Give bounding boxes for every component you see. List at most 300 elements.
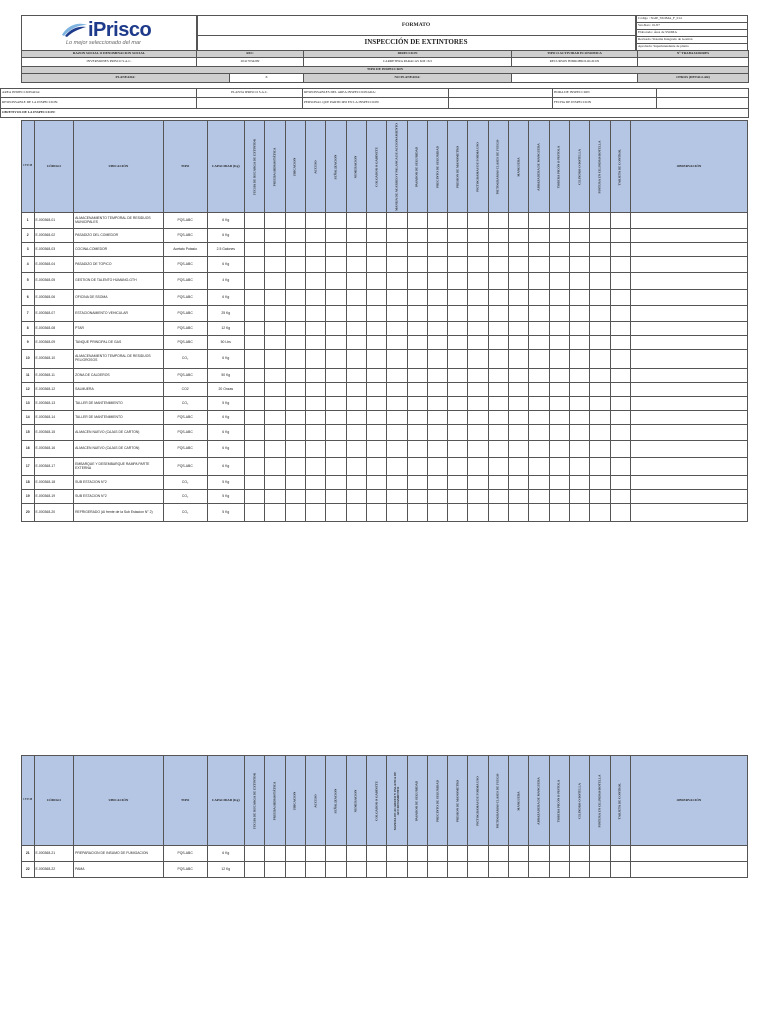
check-cell[interactable] <box>366 383 386 397</box>
check-cell[interactable] <box>366 257 386 273</box>
check-cell[interactable] <box>346 411 366 425</box>
check-cell[interactable] <box>346 306 366 322</box>
check-cell[interactable] <box>509 383 529 397</box>
check-cell[interactable] <box>326 490 346 504</box>
check-cell[interactable] <box>346 846 366 862</box>
check-cell[interactable] <box>549 490 569 504</box>
check-cell[interactable] <box>549 336 569 350</box>
check-cell[interactable] <box>448 490 468 504</box>
check-cell[interactable] <box>265 290 285 306</box>
check-cell[interactable] <box>468 476 488 490</box>
check-cell[interactable] <box>549 425 569 441</box>
row-observacion[interactable] <box>630 411 747 425</box>
check-cell[interactable] <box>488 504 508 522</box>
check-cell[interactable] <box>590 411 610 425</box>
check-cell[interactable] <box>590 441 610 458</box>
check-cell[interactable] <box>285 397 305 411</box>
check-cell[interactable] <box>265 322 285 336</box>
check-cell[interactable] <box>590 458 610 476</box>
check-cell[interactable] <box>488 257 508 273</box>
check-cell[interactable] <box>488 290 508 306</box>
check-cell[interactable] <box>488 441 508 458</box>
check-cell[interactable] <box>326 229 346 243</box>
check-cell[interactable] <box>407 229 427 243</box>
check-cell[interactable] <box>366 273 386 290</box>
check-cell[interactable] <box>427 504 447 522</box>
check-cell[interactable] <box>326 441 346 458</box>
check-cell[interactable] <box>448 425 468 441</box>
check-cell[interactable] <box>346 862 366 878</box>
check-cell[interactable] <box>468 273 488 290</box>
check-cell[interactable] <box>427 290 447 306</box>
check-cell[interactable] <box>305 458 325 476</box>
check-cell[interactable] <box>570 257 590 273</box>
check-cell[interactable] <box>326 846 346 862</box>
check-cell[interactable] <box>590 862 610 878</box>
check-cell[interactable] <box>590 504 610 522</box>
check-cell[interactable] <box>285 290 305 306</box>
check-cell[interactable] <box>529 458 549 476</box>
check-cell[interactable] <box>468 322 488 336</box>
check-cell[interactable] <box>590 336 610 350</box>
check-cell[interactable] <box>407 425 427 441</box>
check-cell[interactable] <box>285 322 305 336</box>
check-cell[interactable] <box>529 336 549 350</box>
check-cell[interactable] <box>427 458 447 476</box>
check-cell[interactable] <box>610 441 630 458</box>
check-cell[interactable] <box>387 322 407 336</box>
check-cell[interactable] <box>529 476 549 490</box>
check-cell[interactable] <box>326 336 346 350</box>
check-cell[interactable] <box>448 411 468 425</box>
check-cell[interactable] <box>488 369 508 383</box>
check-cell[interactable] <box>387 846 407 862</box>
check-cell[interactable] <box>366 369 386 383</box>
check-cell[interactable] <box>245 441 265 458</box>
check-cell[interactable] <box>245 229 265 243</box>
check-cell[interactable] <box>265 476 285 490</box>
check-cell[interactable] <box>366 425 386 441</box>
check-cell[interactable] <box>407 213 427 229</box>
check-cell[interactable] <box>590 425 610 441</box>
check-cell[interactable] <box>285 862 305 878</box>
check-cell[interactable] <box>570 862 590 878</box>
check-cell[interactable] <box>265 441 285 458</box>
check-cell[interactable] <box>610 476 630 490</box>
check-cell[interactable] <box>468 243 488 257</box>
check-cell[interactable] <box>488 411 508 425</box>
check-cell[interactable] <box>610 273 630 290</box>
check-cell[interactable] <box>407 243 427 257</box>
check-cell[interactable] <box>387 306 407 322</box>
check-cell[interactable] <box>549 441 569 458</box>
check-cell[interactable] <box>549 290 569 306</box>
check-cell[interactable] <box>245 257 265 273</box>
check-cell[interactable] <box>387 369 407 383</box>
value-area[interactable]: PLANTA IPRISCO S.A.C. <box>197 89 303 98</box>
check-cell[interactable] <box>326 273 346 290</box>
check-cell[interactable] <box>427 476 447 490</box>
value-actividad[interactable]: RECURSOS HIDROBIOLOGICOS <box>512 58 638 67</box>
check-cell[interactable] <box>366 411 386 425</box>
check-cell[interactable] <box>285 213 305 229</box>
check-cell[interactable] <box>570 213 590 229</box>
row-observacion[interactable] <box>630 306 747 322</box>
check-cell[interactable] <box>326 369 346 383</box>
check-cell[interactable] <box>366 213 386 229</box>
check-cell[interactable] <box>245 862 265 878</box>
check-cell[interactable] <box>610 213 630 229</box>
check-cell[interactable] <box>590 243 610 257</box>
row-observacion[interactable] <box>630 336 747 350</box>
check-cell[interactable] <box>468 229 488 243</box>
check-cell[interactable] <box>245 397 265 411</box>
check-cell[interactable] <box>366 336 386 350</box>
check-cell[interactable] <box>427 229 447 243</box>
check-cell[interactable] <box>366 846 386 862</box>
check-cell[interactable] <box>245 369 265 383</box>
check-cell[interactable] <box>346 504 366 522</box>
check-cell[interactable] <box>346 383 366 397</box>
check-cell[interactable] <box>590 290 610 306</box>
check-cell[interactable] <box>509 490 529 504</box>
check-cell[interactable] <box>448 476 468 490</box>
check-cell[interactable] <box>610 504 630 522</box>
check-cell[interactable] <box>427 336 447 350</box>
check-cell[interactable] <box>610 411 630 425</box>
check-cell[interactable] <box>488 476 508 490</box>
check-cell[interactable] <box>570 458 590 476</box>
check-cell[interactable] <box>570 273 590 290</box>
check-cell[interactable] <box>509 862 529 878</box>
check-cell[interactable] <box>265 862 285 878</box>
check-cell[interactable] <box>366 441 386 458</box>
check-cell[interactable] <box>265 425 285 441</box>
check-cell[interactable] <box>366 290 386 306</box>
check-cell[interactable] <box>488 490 508 504</box>
check-cell[interactable] <box>590 846 610 862</box>
check-cell[interactable] <box>285 383 305 397</box>
check-cell[interactable] <box>468 458 488 476</box>
check-cell[interactable] <box>407 458 427 476</box>
check-cell[interactable] <box>407 369 427 383</box>
check-cell[interactable] <box>427 846 447 862</box>
check-cell[interactable] <box>387 213 407 229</box>
check-cell[interactable] <box>387 441 407 458</box>
check-cell[interactable] <box>509 425 529 441</box>
check-cell[interactable] <box>509 350 529 369</box>
check-cell[interactable] <box>590 306 610 322</box>
row-observacion[interactable] <box>630 229 747 243</box>
check-cell[interactable] <box>549 383 569 397</box>
check-cell[interactable] <box>305 273 325 290</box>
check-cell[interactable] <box>265 243 285 257</box>
check-cell[interactable] <box>407 336 427 350</box>
check-cell[interactable] <box>570 322 590 336</box>
check-cell[interactable] <box>529 369 549 383</box>
check-cell[interactable] <box>488 846 508 862</box>
check-cell[interactable] <box>610 862 630 878</box>
check-cell[interactable] <box>610 257 630 273</box>
row-observacion[interactable] <box>630 862 747 878</box>
check-cell[interactable] <box>387 257 407 273</box>
check-cell[interactable] <box>407 441 427 458</box>
check-cell[interactable] <box>326 862 346 878</box>
check-cell[interactable] <box>549 504 569 522</box>
value-fecha[interactable] <box>657 98 749 109</box>
check-cell[interactable] <box>366 306 386 322</box>
check-cell[interactable] <box>326 504 346 522</box>
check-cell[interactable] <box>346 213 366 229</box>
check-cell[interactable] <box>285 458 305 476</box>
check-cell[interactable] <box>387 411 407 425</box>
check-cell[interactable] <box>509 504 529 522</box>
check-cell[interactable] <box>468 397 488 411</box>
check-cell[interactable] <box>509 213 529 229</box>
row-observacion[interactable] <box>630 383 747 397</box>
check-cell[interactable] <box>326 350 346 369</box>
row-observacion[interactable] <box>630 350 747 369</box>
check-cell[interactable] <box>448 243 468 257</box>
check-cell[interactable] <box>305 257 325 273</box>
check-cell[interactable] <box>285 504 305 522</box>
check-cell[interactable] <box>509 458 529 476</box>
check-cell[interactable] <box>245 336 265 350</box>
check-cell[interactable] <box>285 425 305 441</box>
check-cell[interactable] <box>305 243 325 257</box>
check-cell[interactable] <box>245 306 265 322</box>
check-cell[interactable] <box>468 350 488 369</box>
check-cell[interactable] <box>265 397 285 411</box>
check-cell[interactable] <box>366 458 386 476</box>
check-cell[interactable] <box>305 862 325 878</box>
check-cell[interactable] <box>346 243 366 257</box>
check-cell[interactable] <box>346 257 366 273</box>
check-cell[interactable] <box>346 458 366 476</box>
row-observacion[interactable] <box>630 846 747 862</box>
check-cell[interactable] <box>366 229 386 243</box>
check-cell[interactable] <box>509 369 529 383</box>
check-cell[interactable] <box>590 273 610 290</box>
check-cell[interactable] <box>549 862 569 878</box>
check-cell[interactable] <box>245 425 265 441</box>
check-cell[interactable] <box>549 213 569 229</box>
check-cell[interactable] <box>427 213 447 229</box>
check-cell[interactable] <box>610 846 630 862</box>
check-cell[interactable] <box>305 213 325 229</box>
check-cell[interactable] <box>488 213 508 229</box>
check-cell[interactable] <box>590 476 610 490</box>
check-cell[interactable] <box>285 229 305 243</box>
check-cell[interactable] <box>468 336 488 350</box>
check-cell[interactable] <box>509 257 529 273</box>
check-cell[interactable] <box>549 397 569 411</box>
check-cell[interactable] <box>265 257 285 273</box>
check-cell[interactable] <box>387 458 407 476</box>
row-observacion[interactable] <box>630 213 747 229</box>
check-cell[interactable] <box>529 397 549 411</box>
check-no-planeada[interactable] <box>512 74 638 83</box>
check-cell[interactable] <box>305 369 325 383</box>
check-cell[interactable] <box>285 369 305 383</box>
row-observacion[interactable] <box>630 243 747 257</box>
check-cell[interactable] <box>366 322 386 336</box>
check-cell[interactable] <box>305 306 325 322</box>
check-cell[interactable] <box>529 229 549 243</box>
value-ruc[interactable]: 20417034299 <box>197 58 304 67</box>
check-cell[interactable] <box>366 397 386 411</box>
check-cell[interactable] <box>549 846 569 862</box>
check-cell[interactable] <box>387 350 407 369</box>
check-cell[interactable] <box>529 383 549 397</box>
check-cell[interactable] <box>529 350 549 369</box>
value-razon[interactable]: INVERSIONES PRISCO S.A.C. <box>22 58 197 67</box>
check-cell[interactable] <box>448 504 468 522</box>
check-cell[interactable] <box>570 846 590 862</box>
check-cell[interactable] <box>448 383 468 397</box>
check-cell[interactable] <box>427 257 447 273</box>
check-cell[interactable] <box>407 397 427 411</box>
check-cell[interactable] <box>366 862 386 878</box>
check-cell[interactable] <box>326 383 346 397</box>
check-cell[interactable] <box>488 397 508 411</box>
check-cell[interactable] <box>346 322 366 336</box>
check-cell[interactable] <box>448 257 468 273</box>
check-cell[interactable] <box>407 490 427 504</box>
check-cell[interactable] <box>387 229 407 243</box>
check-cell[interactable] <box>529 257 549 273</box>
check-cell[interactable] <box>326 411 346 425</box>
check-cell[interactable] <box>448 290 468 306</box>
check-cell[interactable] <box>610 350 630 369</box>
check-cell[interactable] <box>610 229 630 243</box>
row-observacion[interactable] <box>630 458 747 476</box>
check-cell[interactable] <box>305 504 325 522</box>
check-cell[interactable] <box>305 350 325 369</box>
check-cell[interactable] <box>427 425 447 441</box>
check-cell[interactable] <box>407 306 427 322</box>
check-cell[interactable] <box>610 458 630 476</box>
check-cell[interactable] <box>468 425 488 441</box>
check-cell[interactable] <box>529 846 549 862</box>
check-cell[interactable] <box>509 397 529 411</box>
check-cell[interactable] <box>488 350 508 369</box>
check-cell[interactable] <box>488 273 508 290</box>
check-cell[interactable] <box>245 458 265 476</box>
check-cell[interactable] <box>265 369 285 383</box>
check-cell[interactable] <box>326 425 346 441</box>
check-cell[interactable] <box>326 476 346 490</box>
value-resp-area[interactable] <box>449 89 553 98</box>
check-cell[interactable] <box>265 306 285 322</box>
check-cell[interactable] <box>468 441 488 458</box>
check-cell[interactable] <box>346 490 366 504</box>
check-cell[interactable] <box>488 322 508 336</box>
check-cell[interactable] <box>468 213 488 229</box>
check-cell[interactable] <box>448 336 468 350</box>
check-cell[interactable] <box>509 290 529 306</box>
check-cell[interactable] <box>427 322 447 336</box>
check-cell[interactable] <box>427 490 447 504</box>
check-cell[interactable] <box>326 213 346 229</box>
check-cell[interactable] <box>509 306 529 322</box>
check-cell[interactable] <box>488 336 508 350</box>
check-cell[interactable] <box>468 257 488 273</box>
check-cell[interactable] <box>448 213 468 229</box>
check-cell[interactable] <box>285 441 305 458</box>
check-cell[interactable] <box>245 476 265 490</box>
check-cell[interactable] <box>570 290 590 306</box>
check-cell[interactable] <box>549 257 569 273</box>
check-cell[interactable] <box>468 846 488 862</box>
check-cell[interactable] <box>407 273 427 290</box>
row-observacion[interactable] <box>630 397 747 411</box>
check-cell[interactable] <box>245 322 265 336</box>
check-cell[interactable] <box>245 350 265 369</box>
check-cell[interactable] <box>285 476 305 490</box>
check-cell[interactable] <box>387 397 407 411</box>
check-cell[interactable] <box>407 411 427 425</box>
check-cell[interactable] <box>265 229 285 243</box>
check-cell[interactable] <box>326 306 346 322</box>
check-cell[interactable] <box>407 383 427 397</box>
check-cell[interactable] <box>529 490 549 504</box>
check-cell[interactable] <box>387 504 407 522</box>
check-cell[interactable] <box>509 846 529 862</box>
check-cell[interactable] <box>570 397 590 411</box>
check-cell[interactable] <box>570 441 590 458</box>
check-cell[interactable] <box>549 350 569 369</box>
check-cell[interactable] <box>407 290 427 306</box>
check-cell[interactable] <box>529 504 549 522</box>
check-cell[interactable] <box>549 229 569 243</box>
check-cell[interactable] <box>245 273 265 290</box>
check-cell[interactable] <box>407 257 427 273</box>
check-cell[interactable] <box>529 290 549 306</box>
check-cell[interactable] <box>549 306 569 322</box>
check-cell[interactable] <box>610 383 630 397</box>
check-cell[interactable] <box>590 257 610 273</box>
check-cell[interactable] <box>529 862 549 878</box>
check-cell[interactable] <box>570 229 590 243</box>
row-observacion[interactable] <box>630 322 747 336</box>
check-cell[interactable] <box>346 350 366 369</box>
check-cell[interactable] <box>488 243 508 257</box>
check-cell[interactable] <box>265 504 285 522</box>
check-cell[interactable] <box>590 490 610 504</box>
check-cell[interactable] <box>265 213 285 229</box>
check-cell[interactable] <box>407 504 427 522</box>
check-cell[interactable] <box>387 243 407 257</box>
check-cell[interactable] <box>610 369 630 383</box>
check-cell[interactable] <box>366 350 386 369</box>
check-cell[interactable] <box>326 243 346 257</box>
check-cell[interactable] <box>427 397 447 411</box>
check-cell[interactable] <box>387 290 407 306</box>
check-cell[interactable] <box>610 425 630 441</box>
check-cell[interactable] <box>305 229 325 243</box>
check-cell[interactable] <box>427 243 447 257</box>
check-cell[interactable] <box>407 476 427 490</box>
check-cell[interactable] <box>346 290 366 306</box>
check-cell[interactable] <box>305 290 325 306</box>
check-cell[interactable] <box>305 322 325 336</box>
check-cell[interactable] <box>590 397 610 411</box>
check-cell[interactable] <box>570 383 590 397</box>
check-cell[interactable] <box>468 411 488 425</box>
value-hora[interactable] <box>657 89 749 98</box>
check-cell[interactable] <box>448 322 468 336</box>
